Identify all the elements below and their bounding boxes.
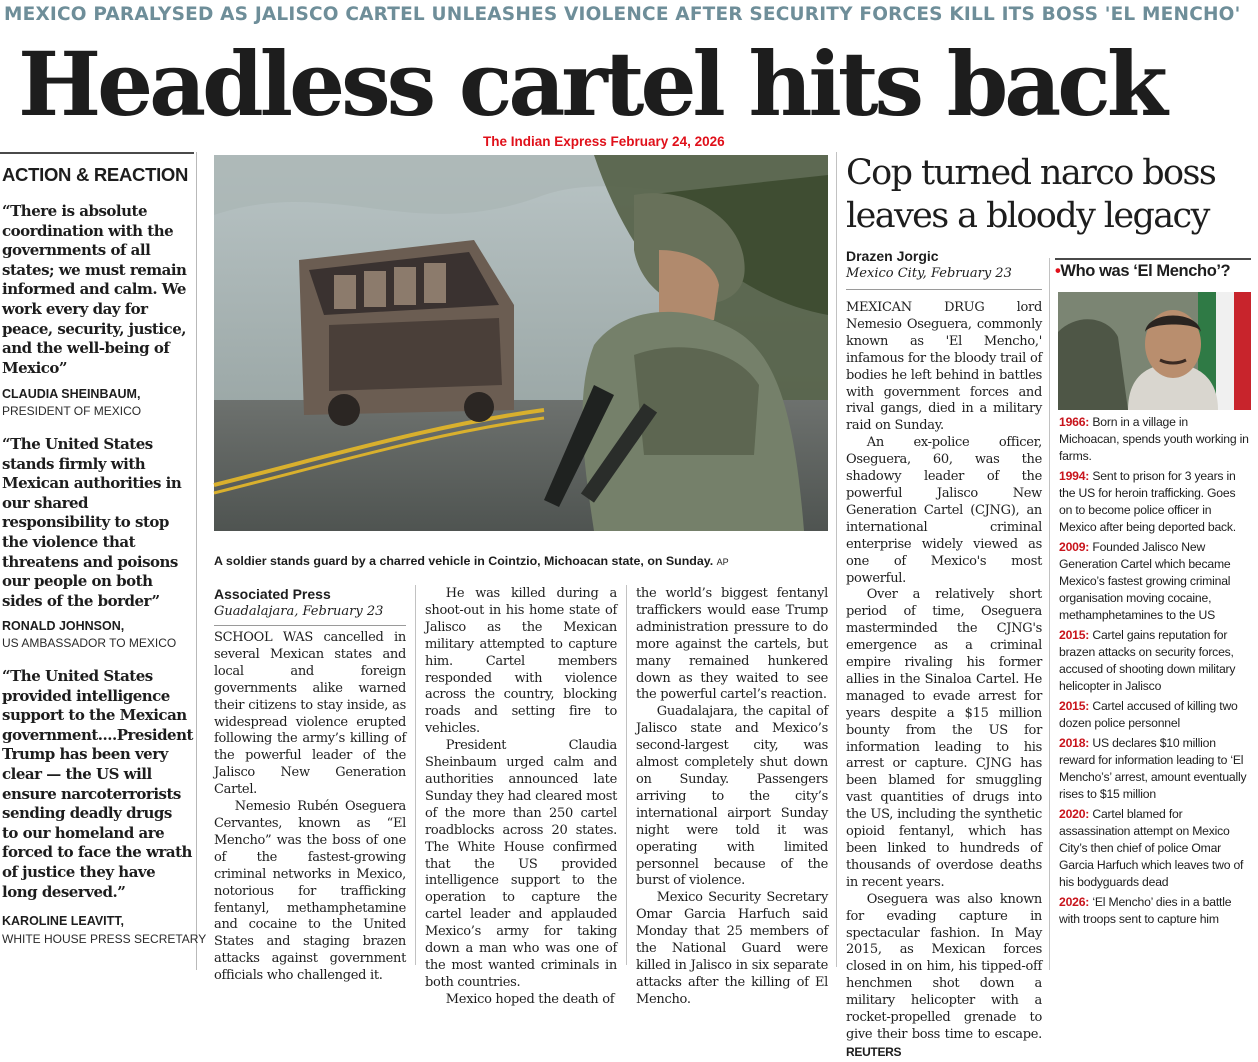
- timeline-item: [1059, 698, 1251, 732]
- burnt-bus: [299, 240, 514, 426]
- soldier-burnt-bus-photo: [214, 155, 828, 531]
- column-divider: [626, 585, 627, 965]
- article-column-2: [425, 586, 617, 1007]
- article-paragraph: MEXICAN DRUG lord Nemesio Oseguera, commonly known as 'El Mencho,' infamous for the bloody trail of bodies he left behind in battles with government forces and rival gangs, died in a military raid on Sunday.: [846, 300, 1042, 434]
- byline-rule: [214, 625, 406, 626]
- timeline-text: Founded Jalisco New Generation Cartel which became Mexico’s fastest growing criminal organisation moving cocaine, methamphetamines to the US: [1059, 540, 1231, 622]
- quote-attribution-name: KAROLINE LEAVITT,: [2, 914, 124, 928]
- column-divider: [1049, 258, 1050, 970]
- article-paragraph: the world’s biggest fentanyl traffickers would ease Trump administration pressure to do more against the cartels, but many remained hunkered down as they waited to see the powerful cartel’s reaction.: [636, 586, 828, 703]
- timeline-year: 2018:: [1059, 736, 1090, 750]
- photo-caption: [214, 554, 834, 568]
- article-paragraph-text: Oseguera was also known for evading capture in spectacular fashion. In May 2015, as Mexican forces closed in on him, his tipped-off henchmen shot down a military helicopter with a rocket-propelled grenade to give their boss time to escape.: [846, 891, 1042, 1042]
- caption-credit: AP: [716, 557, 729, 567]
- timeline-year: 2026:: [1059, 895, 1090, 909]
- agency-credit: REUTERS: [846, 1044, 902, 1059]
- sidebar-title: [1055, 262, 1230, 281]
- quote-text: “There is absolute coordination with the governments of all states; we must remain informed and calm. We work every day for peace, security, justice, and the well-being of Mexico”: [2, 202, 187, 377]
- quote-attribution-name: RONALD JOHNSON,: [2, 619, 125, 633]
- article-paragraph: He was killed during a shoot-out in his home state of Jalisco as the Mexican military attempted to capture him. Cartel members responded with violence across the country, blocking roads and setting fire to vehicles.: [425, 586, 617, 737]
- section-label: ACTION & REACTION: [2, 164, 189, 185]
- portrait-image: [1058, 292, 1251, 410]
- timeline-item: [1059, 806, 1251, 891]
- article-paragraph: [846, 892, 1042, 1062]
- article-column-3: [636, 586, 828, 1007]
- quote-text: “The United States stands firmly with Mexican authorities in our shared responsibility to stop the violence that threatens and poisons our people on both sides of the border”: [2, 435, 182, 610]
- sidebar-top-rule: [1055, 258, 1251, 260]
- main-headline: Headless cartel hits back: [18, 32, 1164, 136]
- article-paragraph: SCHOOL WAS cancelled in several Mexican states and local and foreign governments alike warned their citizens to stay inside, as widespread violence erupted following the army’s killing of the powerful leader of the Jalisco New Generation Cartel.: [214, 630, 406, 798]
- quote-attribution-role: WHITE HOUSE PRESS SECRETARY: [2, 932, 207, 946]
- timeline-item: [1059, 735, 1251, 803]
- timeline-text: Cartel accused of killing two dozen police personnel: [1059, 699, 1238, 730]
- second-article-body: [846, 300, 1042, 1059]
- el-mencho-portrait: [1058, 292, 1251, 410]
- quote-attribution-name: CLAUDIA SHEINBAUM,: [2, 387, 141, 401]
- source-dateline: The Indian Express February 24, 2026: [483, 134, 725, 149]
- article-paragraph: Guadalajara, the capital of Jalisco state and Mexico’s second-largest city, was almost completely shut down on Sunday. Passengers arriving to the city’s international airport Sunday night were told it was operating with limited personnel because of the burst of violence.: [636, 704, 828, 889]
- column-divider: [196, 152, 197, 970]
- bullet-icon: •: [1055, 262, 1061, 280]
- timeline-text: Sent to prison for 3 years in the US for heroin trafficking. Goes on to become police officer in Mexico after being deported back.: [1059, 469, 1236, 534]
- timeline-year: 2009:: [1059, 540, 1090, 554]
- quote-attribution-role: PRESIDENT OF MEXICO: [2, 404, 142, 418]
- timeline-item: [1059, 414, 1251, 465]
- timeline-text: Cartel gains reputation for brazen attacks on security forces, accused of shooting down military helicopter in Jalisco: [1059, 628, 1236, 693]
- column-divider: [415, 585, 416, 965]
- timeline-text: ‘El Mencho’ dies in a battle with troops sent to capture him: [1059, 895, 1232, 926]
- main-byline: Associated Press: [214, 586, 331, 602]
- sidebar-title-text: Who was ‘El Mencho’?: [1060, 262, 1231, 280]
- article-paragraph: Nemesio Rubén Oseguera Cervantes, known as “El Mencho” was the boss of one of the fastest-growing criminal networks in Mexico, notorious for trafficking fentanyl, methamphetamine and cocaine to the United States and staging brazen attacks against government officials who challenged it.: [214, 799, 406, 984]
- timeline-item: [1059, 627, 1251, 695]
- column-top-rule: [0, 152, 194, 154]
- timeline-text: US declares $10 million reward for information leading to ‘El Mencho’s’ arrest, amount eventually rises to $15 million: [1059, 736, 1247, 801]
- action-reaction-column: [0, 152, 207, 972]
- el-mencho-timeline-sidebar: [1055, 258, 1251, 972]
- article-paragraph: President Claudia Sheinbaum urged calm and authorities announced late Sunday they had cleared most of the more than 250 cartel roadblocks across 20 states. The White House confirmed that the US provided intelligence support to the operation to capture the cartel leader and applauded Mexico’s army for taking down a man who was one of the most wanted criminals in both countries.: [425, 738, 617, 990]
- caption-text: A soldier stands guard by a charred vehicle in Cointzio, Michoacan state, on Sunday.: [214, 554, 714, 568]
- article-paragraph: An ex-police officer, Oseguera, 60, was the shadowy leader of the powerful Jalisco New Generation Cartel (CJNG), an international criminal enterprise widely viewed as one of Mexico's most powerful.: [846, 435, 1042, 586]
- timeline-year: 2020:: [1059, 807, 1090, 821]
- column-divider: [836, 152, 837, 967]
- second-byline: Drazen Jorgic: [846, 248, 939, 264]
- timeline-text: Cartel blamed for assassination attempt on Mexico City’s then chief of police Omar Garcia Harfuch which leaves two of his bodyguards dead: [1059, 807, 1244, 889]
- timeline-year: 2015:: [1059, 628, 1090, 642]
- timeline-year: 1994:: [1059, 469, 1090, 483]
- timeline-item: [1059, 539, 1251, 624]
- article-paragraph: Over a relatively short period of time, Oseguera masterminded the CJNG's emergence as a criminal empire rivaling his former allies in the Sinaloa Cartel. He managed to evade arrest for years despite a $15 million bounty from the US for information leading to his arrest or capture. CJNG has been blamed for smuggling vast quantities of drugs into the US, including the synthetic opioid fentanyl, which has been linked to hundreds of thousands of overdose deaths in recent years.: [846, 587, 1042, 890]
- quote-attribution-role: US AMBASSADOR TO MEXICO: [2, 636, 177, 650]
- article-column-1: [214, 630, 406, 984]
- article-paragraph: Mexico hoped the death of: [445, 991, 615, 1007]
- timeline-list: [1059, 414, 1251, 931]
- timeline-item: [1059, 468, 1251, 536]
- second-placeline: Mexico City, February 23: [846, 266, 1012, 281]
- timeline-year: 1966:: [1059, 415, 1090, 429]
- main-photo: [214, 155, 828, 531]
- timeline-year: 2015:: [1059, 699, 1090, 713]
- byline-rule: [846, 289, 1042, 290]
- kicker-strapline: MEXICO PARALYSED AS JALISCO CARTEL UNLEASHES VIOLENCE AFTER SECURITY FORCES KILL ITS BOSS 'EL MENCHO': [4, 4, 1241, 25]
- second-headline: Cop turned narco boss leaves a bloody legacy: [846, 153, 1216, 236]
- timeline-text: Born in a village in Michoacan, spends youth working in farms.: [1059, 415, 1249, 463]
- main-placeline: Guadalajara, February 23: [214, 604, 384, 619]
- quote-text: “The United States provided intelligence support to the Mexican government....President Trump has been very clear — the US will ensure narcoterrorists sending deadly drugs to our homeland are forced to face the wrath of justice they have long deserved.”: [2, 667, 193, 901]
- timeline-item: [1059, 894, 1251, 928]
- article-paragraph: Mexico Security Secretary Omar Garcia Harfuch said Monday that 25 members of the National Guard were killed in Jalisco in six separate attacks after the killing of El Mencho.: [636, 890, 828, 1007]
